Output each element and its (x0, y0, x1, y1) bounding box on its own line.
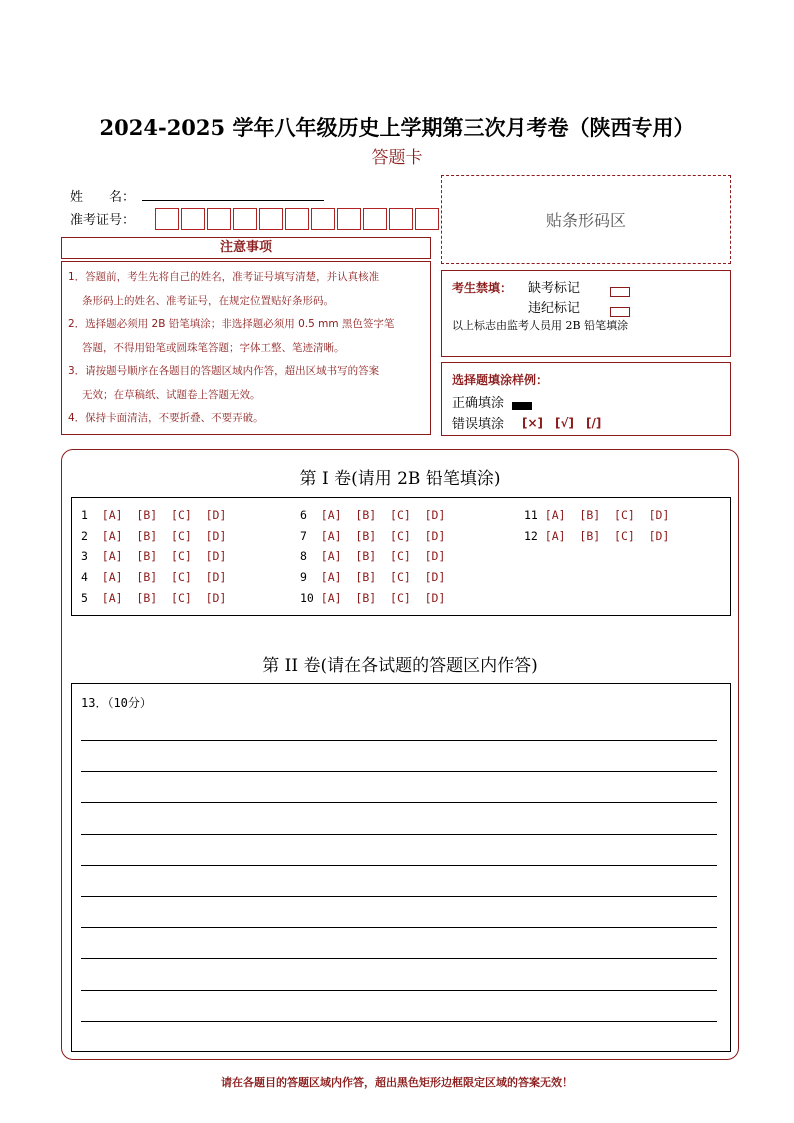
question-options[interactable]: [A] [B] [C] [D] (544, 508, 670, 522)
question-number: 9 (300, 570, 321, 584)
question-9[interactable] (300, 570, 445, 584)
sample-label: 选择题填涂样例： (452, 373, 549, 387)
question-8[interactable] (300, 549, 445, 563)
answer-line (81, 990, 717, 991)
violation-label: 违纪标记 (528, 301, 581, 316)
notice-item: 4．保持卡面清洁，不要折叠、不要弄破。 (68, 412, 264, 424)
question-4[interactable] (81, 570, 226, 584)
correct-fill-icon (512, 395, 532, 414)
question-options[interactable]: [A] [B] [C] [D] (320, 529, 446, 543)
answer-area[interactable] (71, 683, 731, 1052)
section2-title: 第 II 卷(请在各试题的答题区内作答) (262, 656, 538, 676)
id-digit-box[interactable] (415, 208, 439, 230)
question-12[interactable] (524, 529, 669, 543)
id-digit-box[interactable] (337, 208, 361, 230)
id-digit-box[interactable] (363, 208, 387, 230)
question-options[interactable]: [A] [B] [C] [D] (320, 508, 446, 522)
name-field[interactable] (142, 200, 324, 201)
question-7[interactable] (300, 529, 445, 543)
question-options[interactable]: [A] [B] [C] [D] (101, 549, 227, 563)
notice-item: 无效；在草稿纸、试题卷上答题无效。 (82, 388, 261, 401)
page-subtitle: 答题卡 (371, 148, 423, 168)
section1-title: 第 I 卷(请用 2B 铅笔填涂) (299, 469, 501, 489)
question-number: 12 (524, 529, 545, 543)
forbid-note: 以上标志由监考人员用 2B 铅笔填涂 (452, 319, 629, 332)
id-digit-box[interactable] (285, 208, 309, 230)
question-number: 10 (300, 591, 321, 605)
question-number: 2 (81, 529, 102, 543)
answer-line (81, 896, 717, 897)
question-options[interactable]: [A] [B] [C] [D] (320, 570, 446, 584)
question-options[interactable]: [A] [B] [C] [D] (101, 529, 227, 543)
barcode-label: 贴条形码区 (545, 211, 626, 230)
answer-line (81, 958, 717, 959)
answer-line (81, 802, 717, 803)
question-options[interactable]: [A] [B] [C] [D] (101, 570, 227, 584)
answer-line (81, 1021, 717, 1022)
notice-heading: 注意事项 (61, 237, 431, 259)
forbid-label: 考生禁填： (452, 281, 513, 295)
question-options[interactable]: [A] [B] [C] [D] (320, 591, 446, 605)
question-options[interactable]: [A] [B] [C] [D] (101, 508, 227, 522)
question-3[interactable] (81, 549, 226, 563)
wrong-label: 错误填涂 (452, 417, 505, 432)
id-boxes[interactable] (155, 208, 441, 230)
answer-line (81, 771, 717, 772)
answer-line (81, 865, 717, 866)
question-5[interactable] (81, 591, 226, 605)
question-1[interactable] (81, 508, 226, 522)
q13-label: 13．（10分） (81, 696, 152, 710)
notice-item: 条形码上的姓名、准考证号，在规定位置贴好条形码。 (82, 294, 334, 307)
question-number: 7 (300, 529, 321, 543)
id-digit-box[interactable] (207, 208, 231, 230)
question-6[interactable] (300, 508, 445, 522)
answer-line (81, 834, 717, 835)
page-title: 2024-2025 学年八年级历史上学期第三次月考卷（陕西专用） (99, 115, 695, 140)
question-number: 11 (524, 508, 545, 522)
notice-item: 2．选择题必须用 2B 铅笔填涂；非选择题必须用 0.5 mm 黑色签字笔 (68, 318, 395, 330)
question-number: 8 (300, 549, 321, 563)
forbid-box (441, 270, 731, 357)
correct-label: 正确填涂 (452, 396, 505, 411)
question-2[interactable] (81, 529, 226, 543)
question-number: 3 (81, 549, 102, 563)
footer-note: 请在各题目的答题区域内作答，超出黑色矩形边框限定区域的答案无效！ (221, 1076, 573, 1089)
id-label: 准考证号： (70, 213, 136, 228)
question-number: 5 (81, 591, 102, 605)
notice-box (61, 261, 431, 435)
question-11[interactable] (524, 508, 669, 522)
absent-mark[interactable] (610, 281, 630, 300)
notice-item: 答题，不得用铅笔或圆珠笔答题；字体工整、笔迹清晰。 (82, 341, 345, 354)
answer-line (81, 927, 717, 928)
notice-item: 1．答题前，考生先将自己的姓名，准考证号填写清楚，并认真核准 (68, 271, 380, 283)
question-options[interactable]: [A] [B] [C] [D] (320, 549, 446, 563)
question-number: 6 (300, 508, 321, 522)
sample-box (441, 362, 731, 436)
barcode-area (441, 175, 731, 264)
answer-line (81, 740, 717, 741)
question-options[interactable]: [A] [B] [C] [D] (101, 591, 227, 605)
id-digit-box[interactable] (311, 208, 335, 230)
id-digit-box[interactable] (181, 208, 205, 230)
name-label: 姓 名： (70, 190, 136, 205)
id-digit-box[interactable] (259, 208, 283, 230)
question-options[interactable]: [A] [B] [C] [D] (544, 529, 670, 543)
id-digit-box[interactable] (233, 208, 257, 230)
notice-item: 3．请按题号顺序在各题目的答题区域内作答，超出区域书写的答案 (68, 365, 380, 377)
absent-label: 缺考标记 (528, 281, 581, 296)
question-number: 1 (81, 508, 102, 522)
question-10[interactable] (300, 591, 445, 605)
id-digit-box[interactable] (389, 208, 413, 230)
wrong-marks: [×] [√] [/] (522, 416, 602, 430)
id-digit-box[interactable] (155, 208, 179, 230)
question-number: 4 (81, 570, 102, 584)
